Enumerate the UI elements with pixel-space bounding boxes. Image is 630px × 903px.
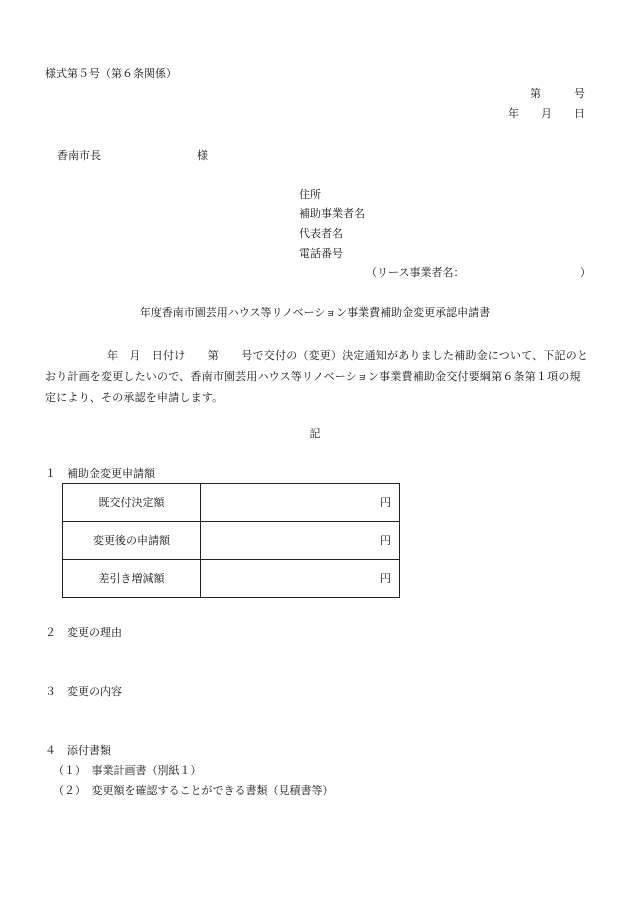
section4-heading: ４ 添付書類 — [45, 744, 111, 757]
amount-table — [62, 483, 400, 598]
body-paragraph: 年 月 日付け 第 号で交付の（変更）決定通知がありました補助金について、下記のとおり計画を変更したいので、香南市園芸用ハウス等リノベーション事業費補助金交付要綱第６条第１項の規定により、その承認を申請します。 — [45, 349, 589, 404]
attachment-item: （２） 変更額を確認することができる書類（見積書等） — [53, 784, 334, 797]
document-title: 年度香南市園芸用ハウス等リノベーション事業費補助金変更承認申請書 — [139, 306, 491, 319]
phone-label: 電話番号 — [299, 247, 343, 260]
addressee-name: 香南市長 — [57, 149, 101, 162]
attachment-item: （１） 事業計画書（別紙１） — [53, 764, 202, 777]
row-value: 円 — [201, 560, 400, 598]
table-row — [63, 484, 400, 522]
address-label: 住所 — [299, 188, 321, 201]
table-row — [63, 560, 400, 598]
row-label: 差引き増減額 — [63, 560, 201, 598]
representative-label: 代表者名 — [299, 227, 343, 240]
ki-marker: 記 — [309, 427, 321, 440]
addressee-honorific: 様 — [197, 149, 208, 162]
section3-heading: ３ 変更の内容 — [45, 685, 122, 698]
row-label: 既交付決定額 — [63, 484, 201, 522]
row-value: 円 — [201, 522, 400, 560]
document-date: 年 月 日 — [508, 107, 585, 120]
row-value: 円 — [201, 484, 400, 522]
form-number: 様式第５号（第６条関係） — [45, 67, 177, 80]
section2-heading: ２ 変更の理由 — [45, 626, 122, 639]
business-name-label: 補助事業者名 — [299, 207, 365, 220]
row-label: 変更後の申請額 — [63, 522, 201, 560]
table-row — [63, 522, 400, 560]
section1-heading: １ 補助金変更申請額 — [45, 467, 155, 480]
lease-business-label: （リース事業者名： ） — [366, 266, 591, 279]
document-number: 第 号 — [530, 87, 585, 100]
